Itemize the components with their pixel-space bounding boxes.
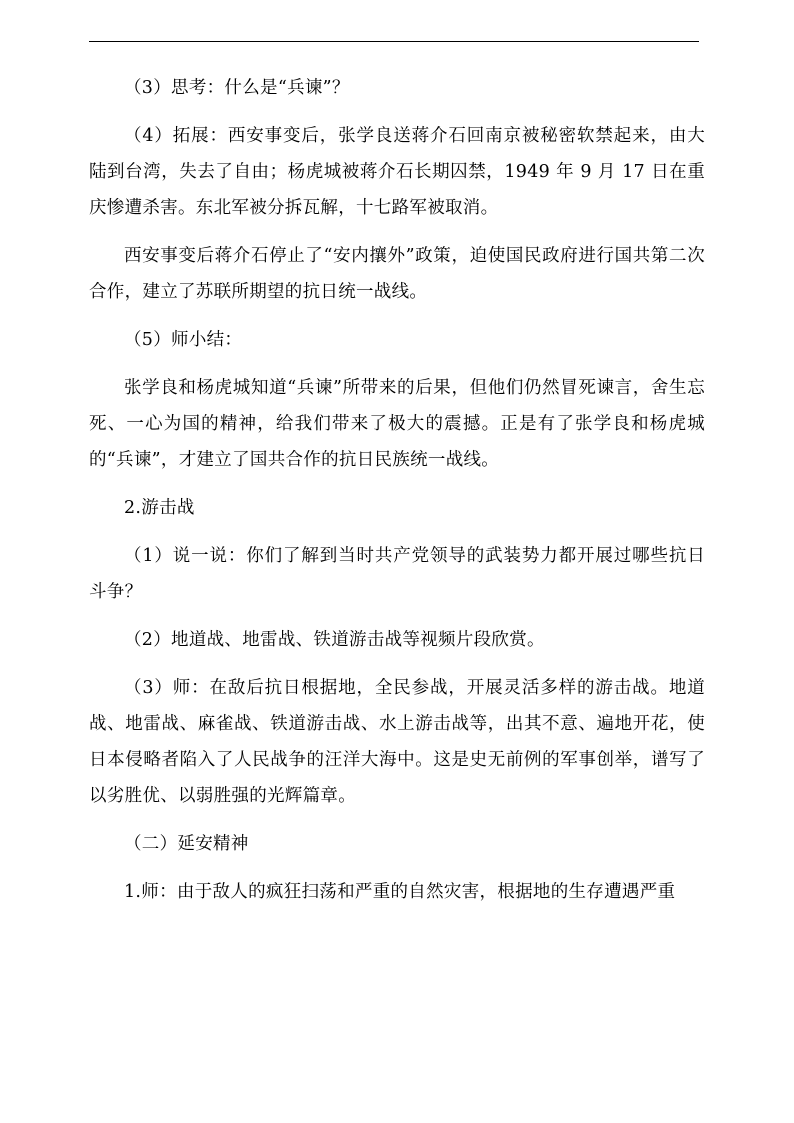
paragraph-xian-incident: 西安事变后蒋介石停止了“安内攘外”政策，迫使国民政府进行国共第二次合作，建立了苏联所期望的抗日统一战线。: [89, 246, 705, 302]
header-rule: [89, 41, 699, 42]
section-heading-guerrilla-war: 2.游击战: [124, 498, 195, 518]
paragraph-teacher-summary: 张学良和杨虎城知道“兵谏”所带来的后果，但他们仍然冒死谏言，舍生忘死、一心为国的精神，给我们带来了极大的震撼。正是有了张学良和杨虎城的“兵谏”，才建立了国共合作的抗日民族统一战线。: [89, 378, 705, 470]
paragraph-discussion: （1）说一说：你们了解到当时共产党领导的武装势力都开展过哪些抗日斗争？: [89, 546, 705, 602]
paragraph-teacher-summary-heading: （5）师小结：: [124, 330, 243, 350]
paragraph-extension: （4）拓展：西安事变后，张学良送蒋介石回南京被秘密软禁起来，由大陆到台湾，失去了自由；杨虎城被蒋介石长期囚禁，1949 年 9 月 17 日在重庆惨遭杀害。东北军被分拆瓦解，十七路军被取消。: [89, 126, 705, 218]
paragraph-think-question: （3）思考：什么是“兵谏”？: [124, 78, 350, 98]
section-heading-yanan-spirit: （二）延安精神: [124, 834, 249, 854]
document-body: [89, 70, 705, 922]
paragraph-teacher-base-area: 1.师：由于敌人的疯狂扫荡和严重的自然灾害，根据地的生存遭遇严重: [124, 882, 676, 902]
paragraph-video-clips: （2）地道战、地雷战、铁道游击战等视频片段欣赏。: [124, 630, 545, 650]
paragraph-teacher-guerrilla: （3）师：在敌后抗日根据地，全民参战，开展灵活多样的游击战。地道战、地雷战、麻雀战、铁道游击战、水上游击战等，出其不意、遍地开花，使日本侵略者陷入了人民战争的汪洋大海中。这是史无前例的军事创举，谱写了以劣胜优、以弱胜强的光辉篇章。: [89, 678, 705, 806]
